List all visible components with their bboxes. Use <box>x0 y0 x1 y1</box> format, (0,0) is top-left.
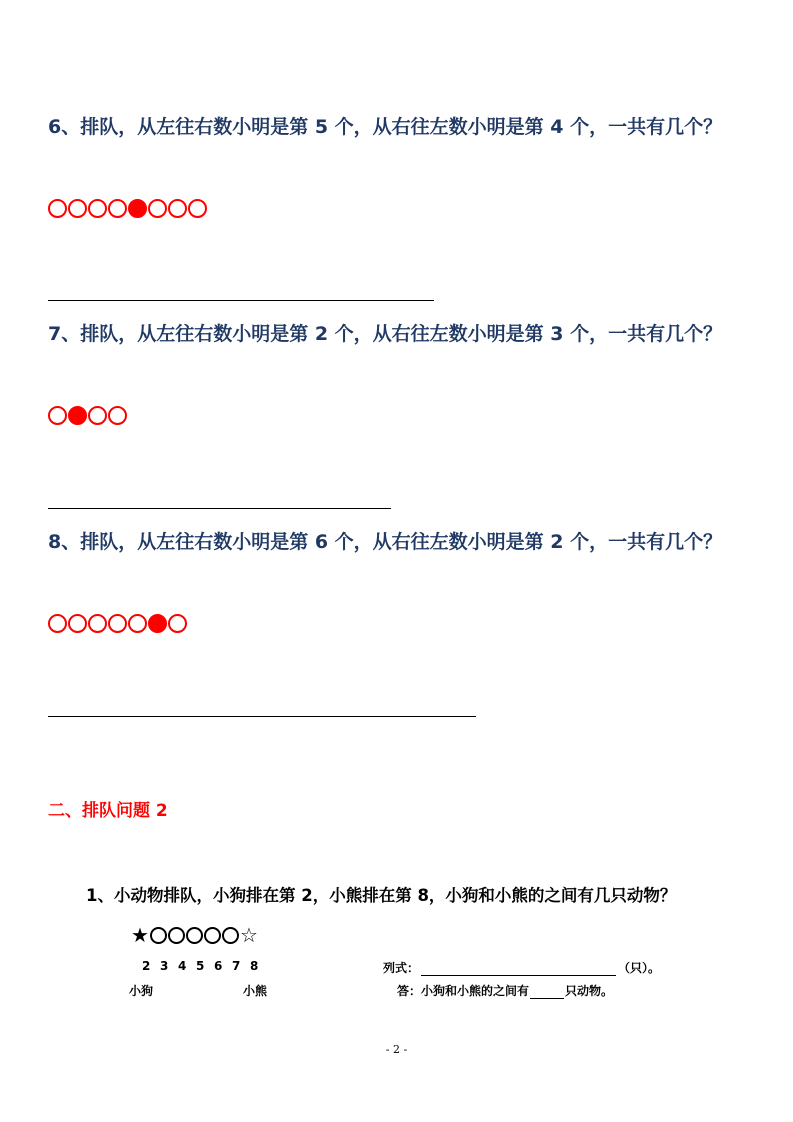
circle-icon <box>48 199 67 218</box>
circle-icon <box>148 199 167 218</box>
black-star-icon: ★ <box>131 923 149 947</box>
circle-icon <box>108 406 127 425</box>
answer-prefix: 答：小狗和小熊的之间有 <box>397 984 530 998</box>
circle-icon <box>108 614 127 633</box>
position-number: 5 <box>196 959 205 973</box>
white-star-icon: ☆ <box>239 923 258 947</box>
position-number: 7 <box>232 959 241 973</box>
circle-icon <box>150 927 167 944</box>
formula-suffix: （只）。 <box>618 961 661 975</box>
question-6: 6、排队，从左往右数小明是第 5 个，从右往左数小明是第 4 个，一共有几个？ <box>48 116 723 138</box>
page-number: - 2 - <box>385 1043 408 1056</box>
animal-sequence <box>131 924 258 946</box>
position-number: 6 <box>214 959 223 973</box>
formula-blank[interactable] <box>421 961 616 976</box>
formula-prefix: 列式： <box>383 961 420 975</box>
answer-row <box>397 982 613 999</box>
circle-icon <box>168 614 187 633</box>
circle-icon <box>168 927 185 944</box>
formula-row <box>383 959 660 976</box>
label-bear: 小熊 <box>243 984 268 998</box>
circle-icon <box>222 927 239 944</box>
filled-circle-icon <box>128 199 147 218</box>
answer-line-q7[interactable] <box>48 508 391 509</box>
circle-icon <box>108 199 127 218</box>
circle-icon <box>186 927 203 944</box>
position-number: 2 <box>142 959 151 973</box>
label-dog: 小狗 <box>129 984 154 998</box>
question-7: 7、排队，从左往右数小明是第 2 个，从右往左数小明是第 3 个，一共有几个？ <box>48 323 723 345</box>
circle-icon <box>188 199 207 218</box>
circle-icon <box>88 614 107 633</box>
answer-line-q8[interactable] <box>48 716 476 717</box>
circle-icon <box>88 406 107 425</box>
circle-icon <box>48 406 67 425</box>
circles-q6 <box>48 197 207 219</box>
question-8: 8、排队，从左往右数小明是第 6 个，从右往左数小明是第 2 个，一共有几个？ <box>48 531 723 553</box>
circles-q7 <box>48 404 127 426</box>
section-title: 二、排队问题 2 <box>48 801 168 821</box>
circle-icon <box>68 614 87 633</box>
answer-line-q6[interactable] <box>48 300 434 301</box>
circle-icon <box>128 614 147 633</box>
circle-icon <box>88 199 107 218</box>
filled-circle-icon <box>148 614 167 633</box>
circles-q8 <box>48 612 187 634</box>
circle-icon <box>48 614 67 633</box>
position-number: 4 <box>178 959 187 973</box>
answer-blank[interactable] <box>530 984 564 999</box>
circle-icon <box>68 199 87 218</box>
problem-1-text: 1、小动物排队，小狗排在第 2，小熊排在第 8，小狗和小熊的之间有几只动物？ <box>86 886 677 905</box>
circle-icon <box>168 199 187 218</box>
position-numbers <box>142 959 268 973</box>
filled-circle-icon <box>68 406 87 425</box>
answer-suffix: 只动物。 <box>565 984 614 998</box>
circle-icon <box>204 927 221 944</box>
position-number: 3 <box>160 959 169 973</box>
position-number: 8 <box>250 959 259 973</box>
